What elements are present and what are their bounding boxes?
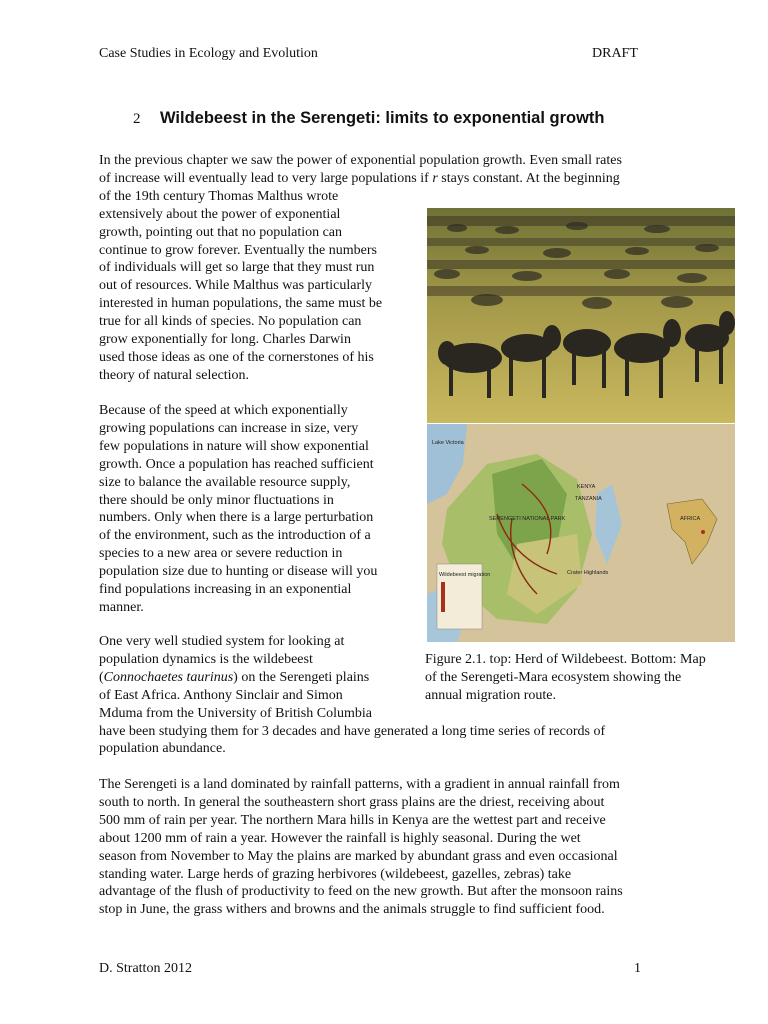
text-line: population abundance. (99, 741, 226, 757)
map-label-park: SERENGETI NATIONAL PARK (489, 516, 566, 522)
text-line: of East Africa. Anthony Sinclair and Simon (99, 687, 343, 703)
serengeti-mara-map (427, 424, 735, 642)
map-label-lake-victoria: Lake Victoria (432, 440, 464, 446)
text-line: of increase will eventually lead to very large populations if r stays constant. At the beginning (99, 170, 620, 186)
wildebeest-herd-photo (427, 208, 735, 423)
text-line: continue to grow forever. Eventually the numbers (99, 242, 377, 258)
caption-line: annual migration route. (425, 688, 557, 703)
text-line: size to balance the available resource supply, (99, 474, 351, 490)
text-line: used those ideas as one of the cornerstones of his (99, 349, 374, 365)
text-line: of individuals will get so large that they must run (99, 260, 375, 276)
species-name: Connochaetes taurinus (103, 669, 234, 685)
text-line: population size due to hunting or disease will you (99, 564, 378, 580)
text-line: few populations in nature will show exponential (99, 438, 369, 454)
text-line: south to north. In general the southeastern short grass plains are the driest, receiving about (99, 794, 605, 810)
text-line: standing water. Large herds of grazing herbivores (wildebeest, gazelles, zebras) take (99, 866, 572, 882)
text-line: Mduma from the University of British Columbia (99, 705, 372, 721)
text-line: interested in human populations, the same must be (99, 296, 383, 312)
chapter-number: 2 (133, 111, 141, 127)
text-line: about 1200 mm of rain a year. However the rainfall is highly seasonal. During the wet (99, 830, 581, 846)
text-line: population dynamics is the wildebeest (99, 651, 313, 667)
running-header-title: Case Studies in Ecology and Evolution (99, 46, 318, 61)
map-label-tanzania: TANZANIA (575, 496, 602, 502)
paragraph-growth-limits (99, 402, 419, 617)
text-line: One very well studied system for looking at (99, 634, 345, 649)
text-line: out of resources. While Malthus was particularly (99, 278, 373, 294)
text-line: true for all kinds of species. No population can (99, 314, 362, 330)
map-label-africa: AFRICA (680, 516, 701, 522)
text-line: species to a new area or severe reduction in (99, 546, 343, 562)
text-line: growing populations can increase in size, very (99, 420, 359, 436)
text-line: In the previous chapter we saw the power of exponential population growth. Even small rates (99, 153, 622, 168)
text-line: of the 19th century Thomas Malthus wrote (99, 188, 339, 204)
text-line: growth, pointing out that no population can (99, 224, 343, 240)
text-line: have been studying them for 3 decades and have generated a long time series of records of (99, 723, 606, 739)
text-line: 500 mm of rain per year. The northern Mara hills in Kenya are the wettest part and receive (99, 812, 606, 828)
caption-line: of the Serengeti-Mara ecosystem showing the (425, 670, 682, 685)
text-line: grow exponentially for long. Charles Darwin (99, 332, 351, 348)
text-line: of the environment, such as the introduction of a (99, 528, 371, 544)
map-label-kenya: KENYA (577, 484, 596, 490)
caption-line: Figure 2.1. top: Herd of Wildebeest. Bottom: Map (425, 652, 706, 667)
running-header-draft: DRAFT (592, 46, 638, 61)
text-line: numbers. Only when there is a large perturbation (99, 510, 374, 526)
footer-author: D. Stratton 2012 (99, 961, 192, 976)
text-line: theory of natural selection. (99, 367, 250, 383)
text-line: find populations increasing in an exponential (99, 582, 352, 598)
text-line: stop in June, the grass withers and browns and the animals struggle to find sufficient food. (99, 902, 605, 918)
map-label-crater: Crater Highlands (567, 570, 609, 576)
text-line: advantage of the flush of productivity to feed on the new growth. But after the monsoon rains (99, 884, 623, 900)
text-line: season from November to May the plains are marked by abundant grass and even occasional (99, 848, 618, 864)
text-line: growth. Once a population has reached sufficient (99, 456, 374, 472)
map-label-legend: Wildebeest migration (439, 572, 491, 578)
paragraph-rainfall (99, 776, 669, 919)
page-number: 1 (634, 961, 641, 976)
text-line: The Serengeti is a land dominated by rainfall patterns, with a gradient in annual rainfall from (99, 777, 620, 792)
text-line: there should be only minor fluctuations in (99, 492, 334, 508)
figure-caption (425, 651, 745, 705)
text-line: manner. (99, 599, 144, 615)
text-line: (Connochaetes taurinus) on the Serengeti plains (99, 669, 370, 685)
text-line: extensively about the power of exponential (99, 206, 341, 222)
chapter-title: Wildebeest in the Serengeti: limits to exponential growth (160, 109, 605, 127)
text-line: Because of the speed at which exponentially (99, 403, 348, 418)
